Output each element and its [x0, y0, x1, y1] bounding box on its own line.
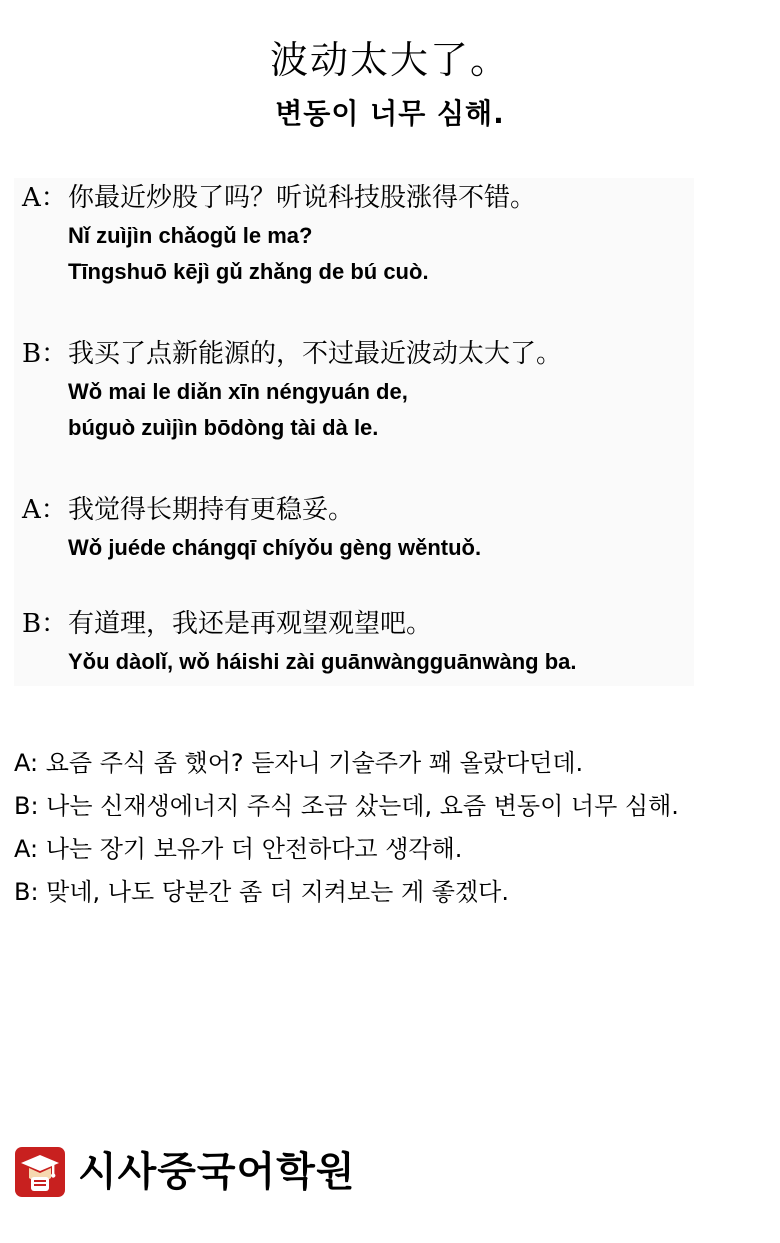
academy-logo: [14, 1140, 355, 1204]
lesson-title-korean: 변동이 너무 심해.: [275, 97, 505, 130]
graduation-cap-emblem-icon: [14, 1146, 66, 1198]
lesson-header: [0, 30, 780, 136]
speaker-label: B：: [22, 609, 68, 639]
translation-line: B: 나는 신재생에너지 주식 조금 샀는데, 요즘 변동이 너무 심해.: [14, 792, 679, 820]
translation-line: A: 요즘 주식 좀 했어? 듣자니 기술주가 꽤 올랐다던데.: [14, 749, 584, 777]
dialogue-hanzi-line: [14, 490, 694, 530]
hanzi-text: 你最近炒股了吗？听说科技股涨得不错。: [68, 183, 537, 213]
hanzi-text: 有道理，我还是再观望观望吧。: [68, 609, 433, 639]
dialogue-turn-1: [14, 178, 694, 290]
speaker-label: A：: [22, 183, 67, 213]
dialogue-turn-3: [14, 490, 694, 566]
speaker-label: A：: [22, 495, 67, 525]
korean-translation: [14, 742, 774, 914]
hanzi-text: 我买了点新能源的，不过最近波动太大了。: [68, 339, 563, 369]
academy-name: 시사중국어학원: [78, 1149, 356, 1195]
translation-line: A: 나는 장기 보유가 더 안전하다고 생각해.: [14, 835, 463, 863]
dialogue-block: [14, 178, 694, 686]
dialogue-hanzi-line: [14, 178, 694, 218]
speaker-label: B：: [22, 339, 68, 369]
hanzi-text: 我觉得长期持有更稳妥。: [68, 495, 355, 525]
lesson-title-chinese: 波动太大了。: [269, 38, 510, 82]
translation-line: B: 맞네, 나도 당분간 좀 더 지켜보는 게 좋겠다.: [14, 878, 509, 906]
pinyin-line: Nǐ zuìjìn chǎogǔ le ma?: [68, 223, 313, 248]
pinyin-line: Wǒ mai le diǎn xīn néngyuán de,: [68, 379, 408, 404]
dialogue-turn-4: [14, 604, 694, 680]
pinyin-line: Wǒ juéde chángqī chíyǒu gèng wěntuǒ.: [68, 535, 482, 560]
pinyin-line: Yǒu dàolǐ, wǒ háishi zài guānwàngguānwàng ba.: [68, 649, 577, 674]
pinyin-line: Tīngshuō kējì gǔ zhǎng de bú cuò.: [68, 259, 429, 284]
pinyin-line: búguò zuìjìn bōdòng tài dà le.: [68, 415, 379, 440]
dialogue-hanzi-line: [14, 604, 694, 644]
dialogue-hanzi-line: [14, 334, 694, 374]
dialogue-turn-2: [14, 334, 694, 446]
